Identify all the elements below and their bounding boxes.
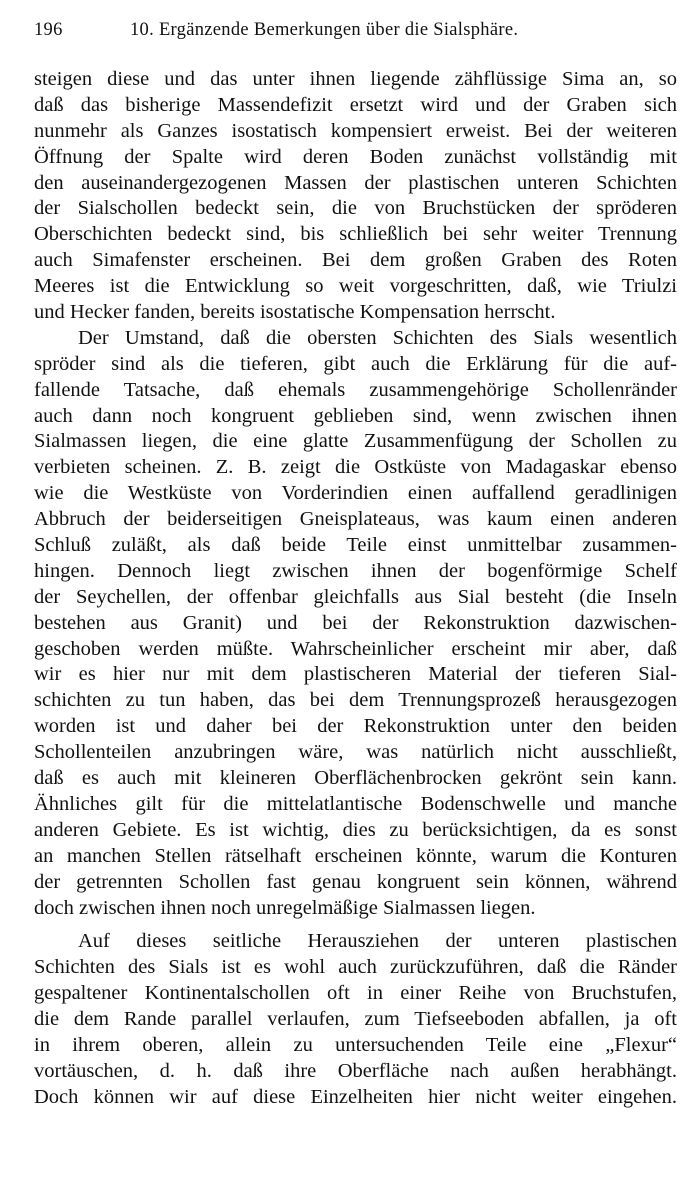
page-header [34,20,663,46]
text-line: steigen diese und das unter ihnen liegende zähflüssige Sima an, so [34,68,677,90]
text-line: auch Simafenster erscheinen. Bei dem großen Graben des Roten [34,249,677,272]
text-line: anderen Gebiete. Es ist wichtig, dies zu berücksichtigen, da es sonst [34,818,677,841]
text-line: bestehen aus Granit) und bei der Rekonstruktion dazwischen- [34,611,677,634]
text-line: auch dann noch kongruent geblieben sind, wenn zwischen ihnen [34,404,677,427]
text-line: die dem Rande parallel verlaufen, zum Tiefseeboden abfallen, ja oft [34,1008,677,1031]
text-line: Auf dieses seitliche Herausziehen der unteren plastischen [78,930,677,953]
text-line: und Hecker fanden, bereits isostatische Kompensation herrscht. [34,301,556,324]
text-line: in ihrem oberen, allein zu untersuchenden Teile eine „Flexur“ [34,1033,677,1056]
text-line: daß es auch mit kleineren Oberflächenbrocken gekrönt sein kann. [34,767,677,790]
text-line: Schollenteilen anzubringen wäre, was natürlich nicht ausschließt, [34,741,677,764]
text-line: der getrennten Schollen fast genau kongruent sein können, während [34,870,677,893]
text-line: schichten zu tun haben, das bei dem Trennungsprozeß herausgezogen [34,689,677,712]
text-line: Meeres ist die Entwicklung so weit vorgeschritten, daß, wie Triulzi [34,275,677,298]
text-line: der Seychellen, der offenbar gleichfalls aus Sial besteht (die Inseln [34,585,677,608]
text-line: geschoben werden müßte. Wahrscheinlicher erscheint mir aber, daß [34,637,677,660]
text-line: Öffnung der Spalte wird deren Boden zunächst vollständig mit [34,145,677,168]
text-line: worden ist und daher bei der Rekonstruktion unter den beiden [34,715,677,738]
text-line: Ähnliches gilt für die mittelatlantische Bodenschwelle und manche [34,792,677,815]
text-line: nunmehr als Ganzes isostatisch kompensiert erweist. Bei der weiteren [34,119,677,142]
page-number: 196 [34,20,63,40]
text-line: fallende Tatsache, daß ehemals zusammengehörige Schollenränder [34,378,677,401]
text-line: hingen. Dennoch liegt zwischen ihnen der bogenförmige Schelf [34,559,677,582]
text-line: verbieten scheinen. Z. B. zeigt die Ostküste von Madagaskar ebenso [34,456,677,479]
text-line: Schichten des Sials ist es wohl auch zurückzuführen, daß die Ränder [34,956,677,979]
text-line: daß das bisherige Massendefizit ersetzt wird und der Graben sich [34,93,677,116]
text-line: Doch können wir auf diese Einzelheiten hier nicht weiter eingehen. [34,1085,677,1108]
paragraph-2 [34,326,677,921]
text-line: wie die Westküste von Vorderindien einen auffallend geradlinigen [34,482,677,505]
text-line: Abbruch der beiderseitigen Gneisplateaus, was kaum einen anderen [34,508,677,531]
text-line: Oberschichten bedeckt sind, bis schließlich bei sehr weiter Trennung [34,223,677,246]
paragraph-gap [34,921,677,929]
text-line: doch zwischen ihnen noch unregelmäßige Sialmassen liegen. [34,896,536,919]
text-line: Sialmassen liegen, die eine glatte Zusammenfügung der Schollen zu [34,430,677,453]
text-line: spröder sind als die tieferen, gibt auch die Erklärung für die auf- [34,352,677,375]
text-line: den auseinandergezogenen Massen der plastischen unteren Schichten [34,171,677,194]
text-line: Der Umstand, daß die obersten Schichten des Sials wesentlich [78,326,677,349]
paragraph-3 [34,929,677,1110]
text-line: vortäuschen, d. h. daß ihre Oberfläche nach außen herabhängt. [34,1059,677,1082]
text-line: gespaltener Kontinentalschollen oft in einer Reihe von Bruchstufen, [34,982,677,1005]
running-head: 10. Ergänzende Bemerkungen über die Sialsphäre. [130,20,519,40]
text-line: Schluß zuläßt, als daß beide Teile einst unmittelbar zusammen- [34,534,677,557]
text-line: wir es hier nur mit dem plastischeren Material der tieferen Sial- [34,663,677,686]
text-line: der Sialschollen bedeckt sein, die von Bruchstücken der spröderen [34,197,677,220]
body-text [34,67,677,1111]
text-line: an manchen Stellen rätselhaft erscheinen könnte, warum die Konturen [34,844,677,867]
paragraph-1 [34,67,677,326]
